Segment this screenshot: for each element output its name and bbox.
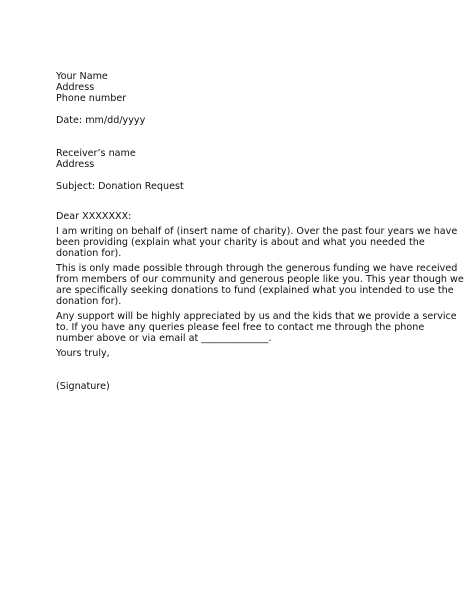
letter-body [56, 71, 464, 392]
paragraph-line: number above or via email at ______________. [56, 333, 272, 344]
receiver-block [56, 148, 426, 170]
body-paragraph-2 [56, 263, 464, 307]
closing-line [56, 348, 426, 359]
paragraph-line: donation for). [56, 248, 122, 259]
paragraph-line: to. If you have any queries please feel free to contact me through the phone [56, 322, 425, 333]
paragraph-line: I am writing on behalf of (insert name of charity). Over the past four years we have [56, 226, 458, 237]
date-line [56, 115, 426, 126]
sender-block [56, 71, 426, 104]
body-paragraph-3 [56, 311, 457, 344]
closing-text: Yours truly, [56, 348, 110, 359]
signature-text: (Signature) [56, 381, 110, 392]
sender-address: Address [56, 82, 95, 93]
subject-line [56, 181, 426, 192]
date-text: Date: mm/dd/yyyy [56, 115, 146, 126]
paragraph-line: from members of our community and generous people like you. This year though we [56, 274, 464, 285]
subject-text: Subject: Donation Request [56, 181, 184, 192]
paragraph-line: are specifically seeking donations to fund (explained what you intended to use the [56, 285, 454, 296]
paragraph-line: been providing (explain what your charity is about and what you needed the [56, 237, 425, 248]
receiver-name: Receiver’s name [56, 148, 136, 159]
body-paragraph-1 [56, 226, 458, 259]
paragraph-line: Any support will be highly appreciated by us and the kids that we provide a service [56, 311, 457, 322]
sender-phone: Phone number [56, 93, 127, 104]
greeting-text: Dear XXXXXXX: [56, 211, 132, 222]
paragraph-line: donation for). [56, 296, 122, 307]
receiver-address: Address [56, 159, 95, 170]
sender-name: Your Name [56, 71, 108, 82]
signature-line [56, 381, 426, 392]
paragraph-line: This is only made possible through through the generous funding we have received [56, 263, 458, 274]
greeting-line [56, 211, 426, 222]
